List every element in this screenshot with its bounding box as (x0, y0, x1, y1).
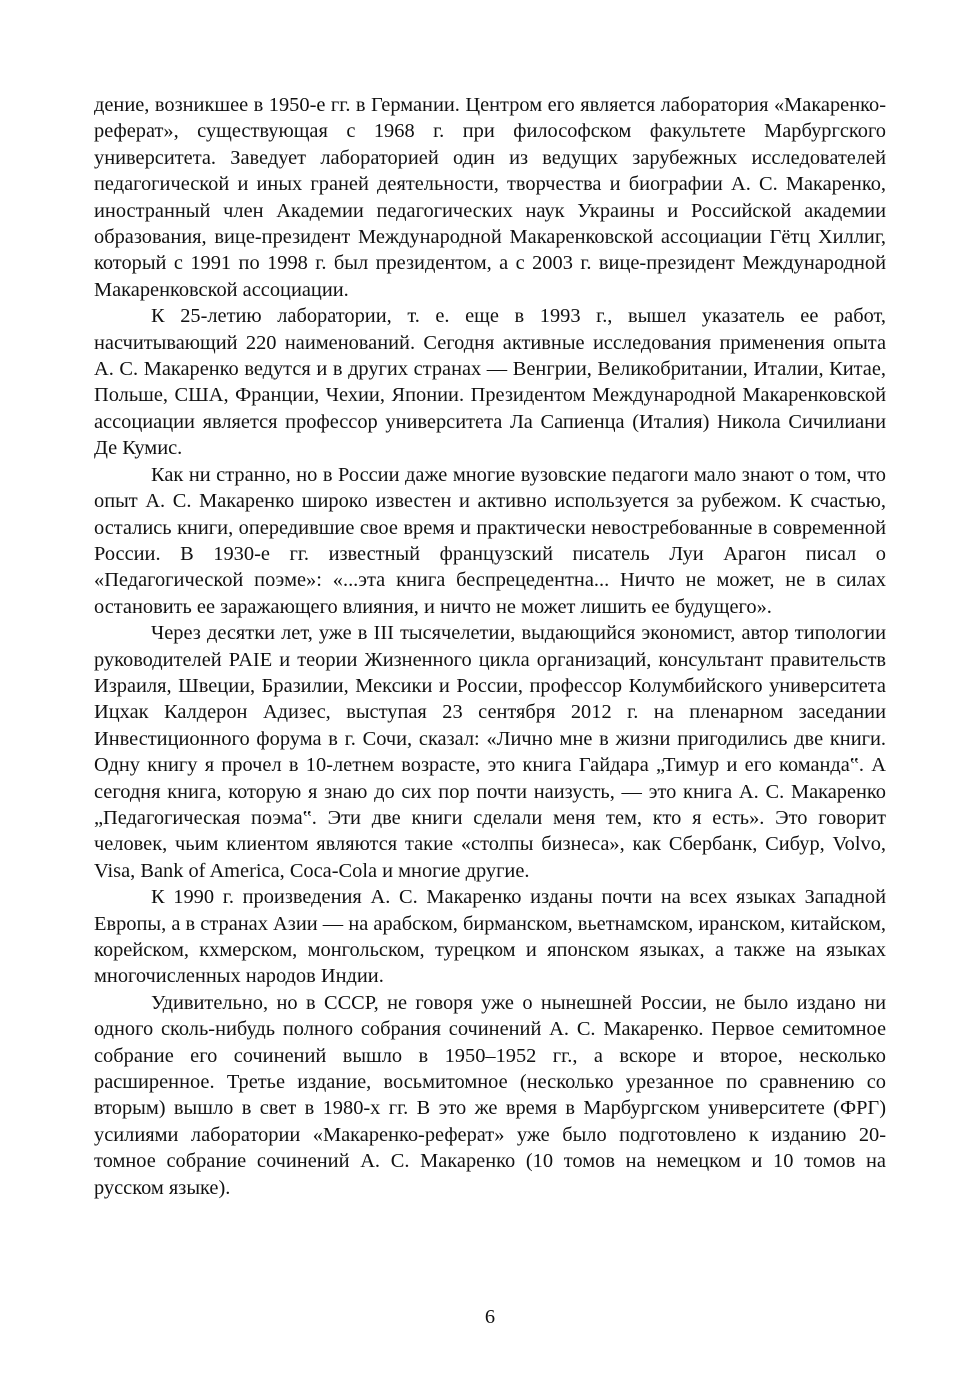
paragraph-continuation: дение, возникшее в 1950-е гг. в Германии. Центром его является лаборатория «Макаренко-реферат», существующая с 1968 г. при философском факультете Марбургского университета. Заведует лабораторией один из ведущих зарубежных исследователей педагогической и иных граней деятельности, творчества и биографии А. С. Макаренко, иностранный член Академии педагогических наук Украины и Российской академии образования, вице-президент Международной Макаренковской ассоциации Гётц Хиллиг, который с 1991 по 1998 г. был президентом, а с 2003 г. вице-президент Международной Макаренковской ассоциации. (94, 94, 886, 301)
paragraph: Как ни странно, но в России даже многие вузовские педагоги мало знают о том, что опыт А. С. Макаренко широко известен и активно используется за рубежом. К счастью, остались книги, опередившие свое время и практически невостребованные в современной России. В 1930-е гг. известный французский писатель Луи Арагон писал о «Педагогической поэме»: «...эта книга беспрецедентна... Ничто не может, не в силах остановить ее заражающего влияния, и ничто не может лишить ее будущего». (94, 463, 886, 618)
paragraph: Через десятки лет, уже в III тысячелетии, выдающийся экономист, автор типологии руководителей PAIE и теории Жизненного цикла организаций, консультант правительств Израиля, Швеции, Бразилии, Мексики и России, профессор Колумбийского университета Ицхак Калдерон Адизес, выступая 23 сентября 2012 г. на пленарном заседании Инвестиционного форума в г. Сочи, сказал: «Лично мне в жизни пригодились две книги. Одну книгу я прочел в 10-летнем возрасте, это книга Гайдара „Тимур и его команда‟. А сегодня книга, которую я знаю до сих пор почти наизусть, — это книга А. С. Макаренко „Педагогическая поэма‟. Эти две книги сделали меня тем, кто я есть». Это говорит человек, чьим клиентом являются такие «столпы бизнеса», как Сбербанк, Сибур, Volvo, Visa, Bank of America, Coca-Cola и многие другие. (94, 622, 886, 882)
document-body (94, 92, 886, 1201)
paragraph: К 25-летию лаборатории, т. е. еще в 1993 г., вышел указатель ее работ, насчитывающий 220 наименований. Сегодня активные исследования применения опыта А. С. Макаренко ведутся и в других странах — Венгрии, Великобритании, Италии, Китае, Польше, США, Франции, Чехии, Японии. Президентом Международной Макаренковской ассоциации является профессор университета Ла Сапиенца (Италия) Никола Сичилиани Де Кумис. (94, 305, 886, 460)
paragraph: Удивительно, но в СССР, не говоря уже о нынешней России, не было издано ни одного сколь-нибудь полного собрания сочинений А. С. Макаренко. Первое семитомное собрание его сочинений вышло в 1950–1952 гг., а вскоре и второе, несколько расширенное. Третье издание, восьмитомное (несколько урезанное по сравнению со вторым) вышло в свет в 1980-х гг. В это же время в Марбургском университете (ФРГ) усилиями лаборатории «Макаренко-реферат» уже было подготовлено к изданию 20-томное собрание сочинений А. С. Макаренко (10 томов на немецком и 10 томов на русском языке). (94, 991, 886, 1199)
page-number: 6 (484, 1306, 496, 1328)
paragraph: К 1990 г. произведения А. С. Макаренко изданы почти на всех языках Западной Европы, а в странах Азии — на арабском, бирманском, вьетнамском, иранском, китайском, корейском, кхмерском, монгольском, турецком и японском языках, а также на языках многочисленных народов Индии. (94, 886, 886, 988)
